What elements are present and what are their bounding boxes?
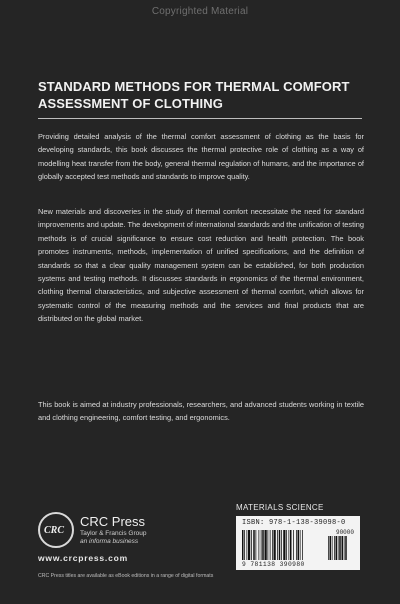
subject-category: MATERIALS SCIENCE [236,503,324,512]
title-line-2: ASSESSMENT OF CLOTHING [38,96,223,111]
publisher-tagline: an informa business [80,538,139,545]
barcode-bar [262,530,264,560]
isbn-label: ISBN: 978-1-138-39098-0 [242,519,346,527]
barcode-bar [328,536,329,560]
crc-logo-icon [38,512,74,548]
watermark: Copyrighted Material [151,6,249,17]
description-paragraph-1: Providing detailed analysis of the thermal comfort assessment of clothing as the basis for developing standards, this book discusses the thermal protective role of clothing as a way of modelling heat transfer from the body, general thermal regulation of humans, and the importance of globally accepted test methods and standards to improve quality. [38,132,364,182]
barcode-bar [286,530,287,560]
price-code: 90000 [335,529,354,536]
ebook-note: CRC Press titles are available as eBook editions in a range of digital formats [38,573,214,579]
barcode-bar [259,530,260,560]
barcode-bar [268,530,269,560]
publisher-group: Taylor & Francis Group [80,530,147,537]
publisher-website: www.crcpress.com [38,553,128,563]
barcode-bar [248,530,250,560]
barcode-bar [342,536,344,560]
barcode-bar [293,530,294,560]
publisher-name: CRC Press [80,514,146,529]
barcode-bar [244,530,245,560]
book-title [38,78,358,112]
barcode-bar [242,530,244,560]
barcode-bar [300,530,301,560]
barcode-bar [298,530,300,560]
barcode-bar [336,536,338,560]
barcode-bar [265,530,267,560]
logo-mark: CRC [44,525,65,536]
barcode-bar [345,536,347,560]
barcode-bar [290,530,292,560]
barcode-bar [339,536,341,560]
barcode-bar [270,530,271,560]
barcode-bar [281,530,282,560]
barcode-bar [274,530,276,560]
barcode-digits: 9 781138 390980 [242,561,305,568]
barcode-bar [272,530,273,560]
barcode-bar [279,530,281,560]
barcode-bar [344,536,345,560]
barcode-bar [330,536,332,560]
barcode-bar [338,536,339,560]
barcode-bar [283,530,285,560]
barcode-bar [253,530,255,560]
isbn-barcode [236,516,360,570]
title-line-1: STANDARD METHODS FOR THERMAL COMFORT [38,79,350,94]
barcode-bar [289,530,290,560]
barcode-bar [261,530,262,560]
barcode-bar [247,530,248,560]
barcode-bar [251,530,252,560]
barcode-bar [302,530,303,560]
description-paragraph-3: This book is aimed at industry professionals, researchers, and advanced students working in textile and clothing engineering, comfort testing, and ergonomics. [38,400,364,423]
barcode-bar [296,530,297,560]
description-paragraph-2: New materials and discoveries in the study of thermal comfort necessitate the need for standard improvements and update. The development of international standards and the unification of testing methods is of crucial significance to ensure cost reduction and health protection. The book promotes instruments, methods, implementation of unified specifications, and the definition of standards so that a clear quality management system can be established, for both production systems and testing methods. It discusses standards in ergonomics of the thermal environment, clothing thermal characteristics, and subjective assessment of thermal comfort, which allows for systematic control of the measuring methods and the services and final products that are distributed on the global market. [38,207,364,324]
barcode-bar [277,530,278,560]
barcode-bar [334,536,335,560]
barcode-bar [332,536,333,560]
title-divider [38,118,362,119]
barcode-bar [256,530,257,560]
